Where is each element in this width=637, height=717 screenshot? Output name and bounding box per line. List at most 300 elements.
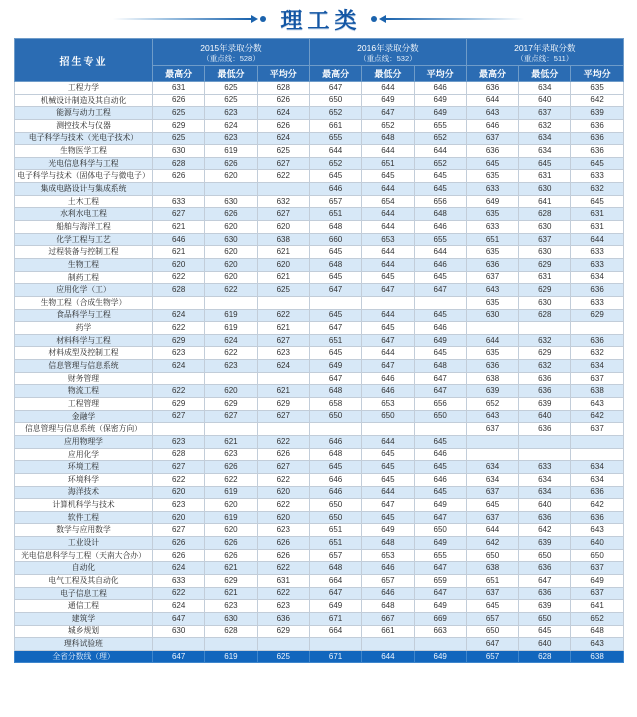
score-cell: 645 bbox=[519, 625, 571, 638]
score-cell: 644 bbox=[414, 246, 466, 259]
score-cell: 645 bbox=[309, 170, 361, 183]
score-cell: 633 bbox=[153, 195, 205, 208]
score-cell: 657 bbox=[466, 650, 518, 663]
score-cell: 648 bbox=[309, 221, 361, 234]
table-row bbox=[15, 271, 624, 284]
score-cell: 628 bbox=[153, 157, 205, 170]
score-cell: 627 bbox=[257, 208, 309, 221]
score-cell: 646 bbox=[414, 221, 466, 234]
score-cell: 637 bbox=[466, 423, 518, 436]
score-cell: 620 bbox=[153, 511, 205, 524]
score-cell: 628 bbox=[257, 82, 309, 95]
score-cell: 645 bbox=[414, 435, 466, 448]
score-cell: 649 bbox=[571, 574, 623, 587]
score-cell: 643 bbox=[466, 284, 518, 297]
score-cell: 622 bbox=[205, 473, 257, 486]
score-cell: 633 bbox=[571, 296, 623, 309]
score-cell: 623 bbox=[257, 524, 309, 537]
year-2017-cutoff: （重点线：511） bbox=[516, 53, 574, 63]
score-cell: 622 bbox=[257, 587, 309, 600]
major-cell: 电子科学与技术（光电子技术） bbox=[15, 132, 153, 145]
score-cell: 646 bbox=[414, 448, 466, 461]
score-cell: 653 bbox=[362, 398, 414, 411]
score-cell: 637 bbox=[466, 511, 518, 524]
major-column-header: 招生专业 bbox=[15, 39, 153, 82]
score-cell: 645 bbox=[309, 461, 361, 474]
score-cell: 645 bbox=[466, 157, 518, 170]
major-cell: 光电信息科学与工程 bbox=[15, 157, 153, 170]
score-cell: 630 bbox=[519, 296, 571, 309]
score-cell: 631 bbox=[571, 221, 623, 234]
title-right-decoration bbox=[369, 15, 524, 23]
score-cell: 644 bbox=[362, 650, 414, 663]
score-cell: 645 bbox=[414, 486, 466, 499]
score-cell: 633 bbox=[153, 574, 205, 587]
score-cell: 669 bbox=[414, 612, 466, 625]
score-cell: 629 bbox=[153, 398, 205, 411]
score-cell: 655 bbox=[414, 119, 466, 132]
score-cell: 621 bbox=[205, 562, 257, 575]
major-cell: 信息管理与信息系统 bbox=[15, 360, 153, 373]
score-cell: 644 bbox=[362, 246, 414, 259]
score-cell: 628 bbox=[205, 625, 257, 638]
score-cell: 649 bbox=[414, 94, 466, 107]
year-2015-cutoff: （重点线：528） bbox=[202, 53, 260, 63]
score-cell: 648 bbox=[414, 360, 466, 373]
major-cell: 自动化 bbox=[15, 562, 153, 575]
score-cell: 640 bbox=[519, 499, 571, 512]
score-cell: 632 bbox=[519, 334, 571, 347]
score-cell bbox=[571, 435, 623, 448]
score-cell: 629 bbox=[205, 574, 257, 587]
score-cell: 648 bbox=[309, 385, 361, 398]
score-cell: 625 bbox=[153, 132, 205, 145]
score-cell: 633 bbox=[466, 221, 518, 234]
col-header-max: 最高分 bbox=[153, 66, 205, 82]
score-cell bbox=[257, 638, 309, 651]
score-cell: 624 bbox=[153, 360, 205, 373]
score-cell: 642 bbox=[571, 94, 623, 107]
score-cell: 632 bbox=[257, 195, 309, 208]
table-row bbox=[15, 511, 624, 524]
score-cell: 646 bbox=[309, 473, 361, 486]
table-row bbox=[15, 410, 624, 423]
score-cell: 625 bbox=[257, 650, 309, 663]
table-header bbox=[15, 39, 624, 82]
score-cell: 636 bbox=[571, 132, 623, 145]
score-cell: 654 bbox=[362, 195, 414, 208]
table-row bbox=[15, 360, 624, 373]
score-cell: 650 bbox=[466, 625, 518, 638]
major-cell: 全省分数线（理） bbox=[15, 650, 153, 663]
score-cell: 620 bbox=[205, 258, 257, 271]
score-cell: 648 bbox=[362, 537, 414, 550]
score-cell: 649 bbox=[309, 600, 361, 613]
score-cell: 644 bbox=[466, 94, 518, 107]
score-cell: 625 bbox=[257, 145, 309, 158]
score-cell: 645 bbox=[571, 195, 623, 208]
score-cell: 661 bbox=[362, 625, 414, 638]
score-cell: 646 bbox=[309, 435, 361, 448]
score-cell: 648 bbox=[309, 562, 361, 575]
score-cell: 637 bbox=[571, 587, 623, 600]
year-2016-header bbox=[309, 39, 466, 66]
score-cell: 635 bbox=[466, 296, 518, 309]
score-cell: 649 bbox=[414, 600, 466, 613]
score-cell: 638 bbox=[466, 562, 518, 575]
score-cell: 624 bbox=[153, 600, 205, 613]
score-cell: 626 bbox=[205, 208, 257, 221]
score-cell: 634 bbox=[519, 486, 571, 499]
major-cell: 工程管理 bbox=[15, 398, 153, 411]
score-cell: 650 bbox=[309, 499, 361, 512]
score-cell: 643 bbox=[571, 524, 623, 537]
score-cell: 628 bbox=[519, 650, 571, 663]
score-cell: 637 bbox=[571, 372, 623, 385]
score-cell: 648 bbox=[414, 208, 466, 221]
major-cell: 光电信息科学与工程（天南大合办） bbox=[15, 549, 153, 562]
score-cell: 637 bbox=[571, 423, 623, 436]
score-cell: 628 bbox=[519, 208, 571, 221]
score-cell: 640 bbox=[519, 94, 571, 107]
score-cell: 650 bbox=[309, 410, 361, 423]
score-cell: 643 bbox=[571, 398, 623, 411]
score-cell: 652 bbox=[414, 157, 466, 170]
score-cell: 629 bbox=[153, 334, 205, 347]
score-cell: 647 bbox=[309, 322, 361, 335]
score-cell: 647 bbox=[414, 385, 466, 398]
score-cell bbox=[205, 638, 257, 651]
score-cell: 648 bbox=[362, 600, 414, 613]
score-cell bbox=[571, 448, 623, 461]
score-cell: 671 bbox=[309, 612, 361, 625]
score-cell: 622 bbox=[257, 170, 309, 183]
score-cell: 623 bbox=[153, 347, 205, 360]
score-cell: 636 bbox=[519, 423, 571, 436]
score-cell: 645 bbox=[466, 600, 518, 613]
score-cell: 627 bbox=[153, 461, 205, 474]
table-row bbox=[15, 625, 624, 638]
score-cell bbox=[362, 423, 414, 436]
score-cell: 650 bbox=[362, 410, 414, 423]
major-cell: 机械设计制造及其自动化 bbox=[15, 94, 153, 107]
score-cell: 657 bbox=[362, 574, 414, 587]
score-cell: 644 bbox=[414, 145, 466, 158]
score-cell: 630 bbox=[205, 612, 257, 625]
score-cell: 620 bbox=[205, 499, 257, 512]
score-cell: 623 bbox=[153, 499, 205, 512]
score-cell: 646 bbox=[466, 119, 518, 132]
score-cell: 619 bbox=[205, 322, 257, 335]
score-cell: 630 bbox=[519, 246, 571, 259]
table-row bbox=[15, 638, 624, 651]
score-cell: 660 bbox=[309, 233, 361, 246]
score-cell: 644 bbox=[362, 183, 414, 196]
score-cell: 629 bbox=[205, 398, 257, 411]
score-cell: 637 bbox=[571, 562, 623, 575]
table-row bbox=[15, 486, 624, 499]
col-header-max: 最高分 bbox=[309, 66, 361, 82]
score-cell: 633 bbox=[519, 461, 571, 474]
score-cell: 635 bbox=[571, 82, 623, 95]
score-cell: 635 bbox=[466, 208, 518, 221]
score-cell: 626 bbox=[205, 549, 257, 562]
score-cell: 647 bbox=[414, 372, 466, 385]
score-cell: 642 bbox=[571, 410, 623, 423]
score-cell: 650 bbox=[571, 549, 623, 562]
score-cell: 622 bbox=[257, 309, 309, 322]
score-cell: 620 bbox=[257, 221, 309, 234]
score-cell: 651 bbox=[466, 233, 518, 246]
table-row bbox=[15, 94, 624, 107]
score-cell: 622 bbox=[257, 473, 309, 486]
score-cell: 650 bbox=[309, 94, 361, 107]
score-cell: 636 bbox=[519, 372, 571, 385]
score-cell: 650 bbox=[414, 410, 466, 423]
score-cell: 624 bbox=[205, 334, 257, 347]
score-cell: 622 bbox=[153, 271, 205, 284]
score-cell: 656 bbox=[414, 398, 466, 411]
table-row bbox=[15, 284, 624, 297]
scores-table-wrapper bbox=[0, 38, 637, 663]
score-cell: 630 bbox=[519, 183, 571, 196]
major-cell: 制药工程 bbox=[15, 271, 153, 284]
score-cell: 634 bbox=[571, 473, 623, 486]
score-cell: 649 bbox=[466, 195, 518, 208]
score-cell: 659 bbox=[414, 574, 466, 587]
score-cell: 641 bbox=[519, 195, 571, 208]
score-cell: 634 bbox=[571, 461, 623, 474]
table-row bbox=[15, 296, 624, 309]
score-cell bbox=[205, 296, 257, 309]
score-cell: 620 bbox=[205, 246, 257, 259]
score-cell: 646 bbox=[414, 82, 466, 95]
score-cell: 625 bbox=[205, 94, 257, 107]
score-cell: 620 bbox=[205, 524, 257, 537]
major-cell: 能源与动力工程 bbox=[15, 107, 153, 120]
dot-icon bbox=[260, 16, 266, 22]
score-cell: 622 bbox=[153, 473, 205, 486]
major-cell: 药学 bbox=[15, 322, 153, 335]
score-cell: 622 bbox=[205, 347, 257, 360]
score-cell: 655 bbox=[414, 233, 466, 246]
major-cell: 生物医学工程 bbox=[15, 145, 153, 158]
score-cell: 623 bbox=[205, 107, 257, 120]
score-cell: 636 bbox=[571, 486, 623, 499]
score-cell: 627 bbox=[257, 461, 309, 474]
col-header-max: 最高分 bbox=[466, 66, 518, 82]
score-cell: 626 bbox=[205, 537, 257, 550]
score-cell: 645 bbox=[362, 271, 414, 284]
score-cell: 629 bbox=[519, 347, 571, 360]
score-cell: 640 bbox=[519, 410, 571, 423]
col-header-avg: 平均分 bbox=[257, 66, 309, 82]
table-row bbox=[15, 398, 624, 411]
score-cell: 623 bbox=[153, 435, 205, 448]
col-header-avg: 平均分 bbox=[571, 66, 623, 82]
score-cell: 624 bbox=[153, 562, 205, 575]
score-cell: 671 bbox=[309, 650, 361, 663]
score-cell bbox=[153, 423, 205, 436]
table-row bbox=[15, 435, 624, 448]
col-header-min: 最低分 bbox=[205, 66, 257, 82]
score-cell: 633 bbox=[571, 258, 623, 271]
score-cell: 627 bbox=[205, 410, 257, 423]
score-cell: 633 bbox=[571, 170, 623, 183]
score-cell: 626 bbox=[257, 94, 309, 107]
major-cell: 电气工程及其自动化 bbox=[15, 574, 153, 587]
table-row bbox=[15, 322, 624, 335]
score-cell: 627 bbox=[153, 410, 205, 423]
score-cell: 627 bbox=[153, 524, 205, 537]
major-cell: 理科试验班 bbox=[15, 638, 153, 651]
score-cell: 634 bbox=[571, 360, 623, 373]
score-cell bbox=[205, 372, 257, 385]
score-cell: 649 bbox=[362, 94, 414, 107]
score-cell: 626 bbox=[153, 170, 205, 183]
score-cell: 639 bbox=[519, 398, 571, 411]
major-cell: 环境科学 bbox=[15, 473, 153, 486]
score-cell: 622 bbox=[257, 499, 309, 512]
score-cell: 644 bbox=[362, 309, 414, 322]
score-cell: 630 bbox=[153, 625, 205, 638]
score-cell: 664 bbox=[309, 574, 361, 587]
score-cell: 621 bbox=[257, 246, 309, 259]
score-cell: 646 bbox=[362, 587, 414, 600]
table-row bbox=[15, 574, 624, 587]
major-cell: 土木工程 bbox=[15, 195, 153, 208]
major-cell: 建筑学 bbox=[15, 612, 153, 625]
score-cell: 650 bbox=[309, 511, 361, 524]
score-cell bbox=[153, 183, 205, 196]
score-cell: 645 bbox=[414, 271, 466, 284]
score-cell: 640 bbox=[519, 638, 571, 651]
score-cell: 626 bbox=[257, 537, 309, 550]
score-cell: 645 bbox=[362, 170, 414, 183]
score-cell: 645 bbox=[362, 322, 414, 335]
score-cell: 650 bbox=[519, 612, 571, 625]
score-cell: 646 bbox=[362, 385, 414, 398]
score-cell bbox=[519, 322, 571, 335]
col-header-min: 最低分 bbox=[519, 66, 571, 82]
major-cell: 生物工程（合成生物学） bbox=[15, 296, 153, 309]
score-cell: 620 bbox=[205, 170, 257, 183]
table-row bbox=[15, 309, 624, 322]
score-cell: 647 bbox=[309, 82, 361, 95]
score-cell: 625 bbox=[257, 284, 309, 297]
year-2015-label: 2015年录取分数 bbox=[200, 42, 262, 53]
score-cell: 656 bbox=[414, 195, 466, 208]
score-cell: 638 bbox=[571, 385, 623, 398]
score-cell: 642 bbox=[571, 499, 623, 512]
score-cell: 629 bbox=[257, 398, 309, 411]
score-cell: 648 bbox=[571, 625, 623, 638]
score-cell: 619 bbox=[205, 309, 257, 322]
score-cell: 620 bbox=[257, 258, 309, 271]
table-row bbox=[15, 233, 624, 246]
score-cell: 621 bbox=[153, 246, 205, 259]
score-cell: 647 bbox=[153, 650, 205, 663]
major-cell: 应用化学（工） bbox=[15, 284, 153, 297]
year-2016-label: 2016年录取分数 bbox=[357, 42, 419, 53]
score-cell: 626 bbox=[257, 119, 309, 132]
score-cell bbox=[257, 183, 309, 196]
table-row bbox=[15, 448, 624, 461]
table-row bbox=[15, 372, 624, 385]
table-row bbox=[15, 537, 624, 550]
score-cell: 658 bbox=[309, 398, 361, 411]
table-row bbox=[15, 499, 624, 512]
table-row bbox=[15, 170, 624, 183]
score-cell: 647 bbox=[309, 284, 361, 297]
score-cell: 647 bbox=[414, 284, 466, 297]
score-cell: 619 bbox=[205, 145, 257, 158]
table-row bbox=[15, 221, 624, 234]
score-cell: 651 bbox=[309, 537, 361, 550]
score-cell: 640 bbox=[571, 537, 623, 550]
score-cell: 634 bbox=[519, 473, 571, 486]
score-cell: 644 bbox=[571, 233, 623, 246]
major-cell: 计算机科学与技术 bbox=[15, 499, 153, 512]
score-cell: 619 bbox=[205, 650, 257, 663]
col-header-avg: 平均分 bbox=[414, 66, 466, 82]
score-cell: 646 bbox=[414, 258, 466, 271]
score-cell: 652 bbox=[414, 132, 466, 145]
score-cell: 627 bbox=[153, 208, 205, 221]
score-cell: 639 bbox=[571, 107, 623, 120]
score-cell: 650 bbox=[414, 524, 466, 537]
score-cell: 634 bbox=[519, 145, 571, 158]
score-cell: 649 bbox=[362, 524, 414, 537]
score-cell: 647 bbox=[414, 587, 466, 600]
title-left-decoration bbox=[113, 15, 268, 23]
score-cell: 657 bbox=[309, 549, 361, 562]
score-cell: 651 bbox=[309, 524, 361, 537]
major-cell: 电子信息工程 bbox=[15, 587, 153, 600]
score-cell: 646 bbox=[362, 562, 414, 575]
score-cell: 647 bbox=[519, 574, 571, 587]
score-cell bbox=[257, 372, 309, 385]
score-cell: 648 bbox=[362, 132, 414, 145]
score-cell: 664 bbox=[309, 625, 361, 638]
score-cell: 661 bbox=[309, 119, 361, 132]
score-cell: 637 bbox=[519, 233, 571, 246]
score-cell: 620 bbox=[257, 486, 309, 499]
score-cell: 647 bbox=[153, 612, 205, 625]
score-cell bbox=[571, 322, 623, 335]
table-row bbox=[15, 385, 624, 398]
score-cell: 645 bbox=[414, 347, 466, 360]
score-cell bbox=[257, 296, 309, 309]
score-cell: 637 bbox=[466, 132, 518, 145]
score-cell: 637 bbox=[466, 587, 518, 600]
score-cell: 629 bbox=[519, 284, 571, 297]
score-cell: 636 bbox=[519, 385, 571, 398]
score-cell bbox=[153, 372, 205, 385]
score-cell: 649 bbox=[414, 334, 466, 347]
major-cell: 化学工程与工艺 bbox=[15, 233, 153, 246]
score-cell: 644 bbox=[362, 435, 414, 448]
score-cell bbox=[414, 296, 466, 309]
score-cell: 657 bbox=[309, 195, 361, 208]
score-cell: 645 bbox=[309, 347, 361, 360]
score-cell bbox=[466, 322, 518, 335]
score-cell bbox=[309, 423, 361, 436]
admission-scores-table bbox=[14, 38, 624, 663]
major-cell: 生物工程 bbox=[15, 258, 153, 271]
score-cell: 644 bbox=[309, 145, 361, 158]
score-cell: 623 bbox=[257, 347, 309, 360]
